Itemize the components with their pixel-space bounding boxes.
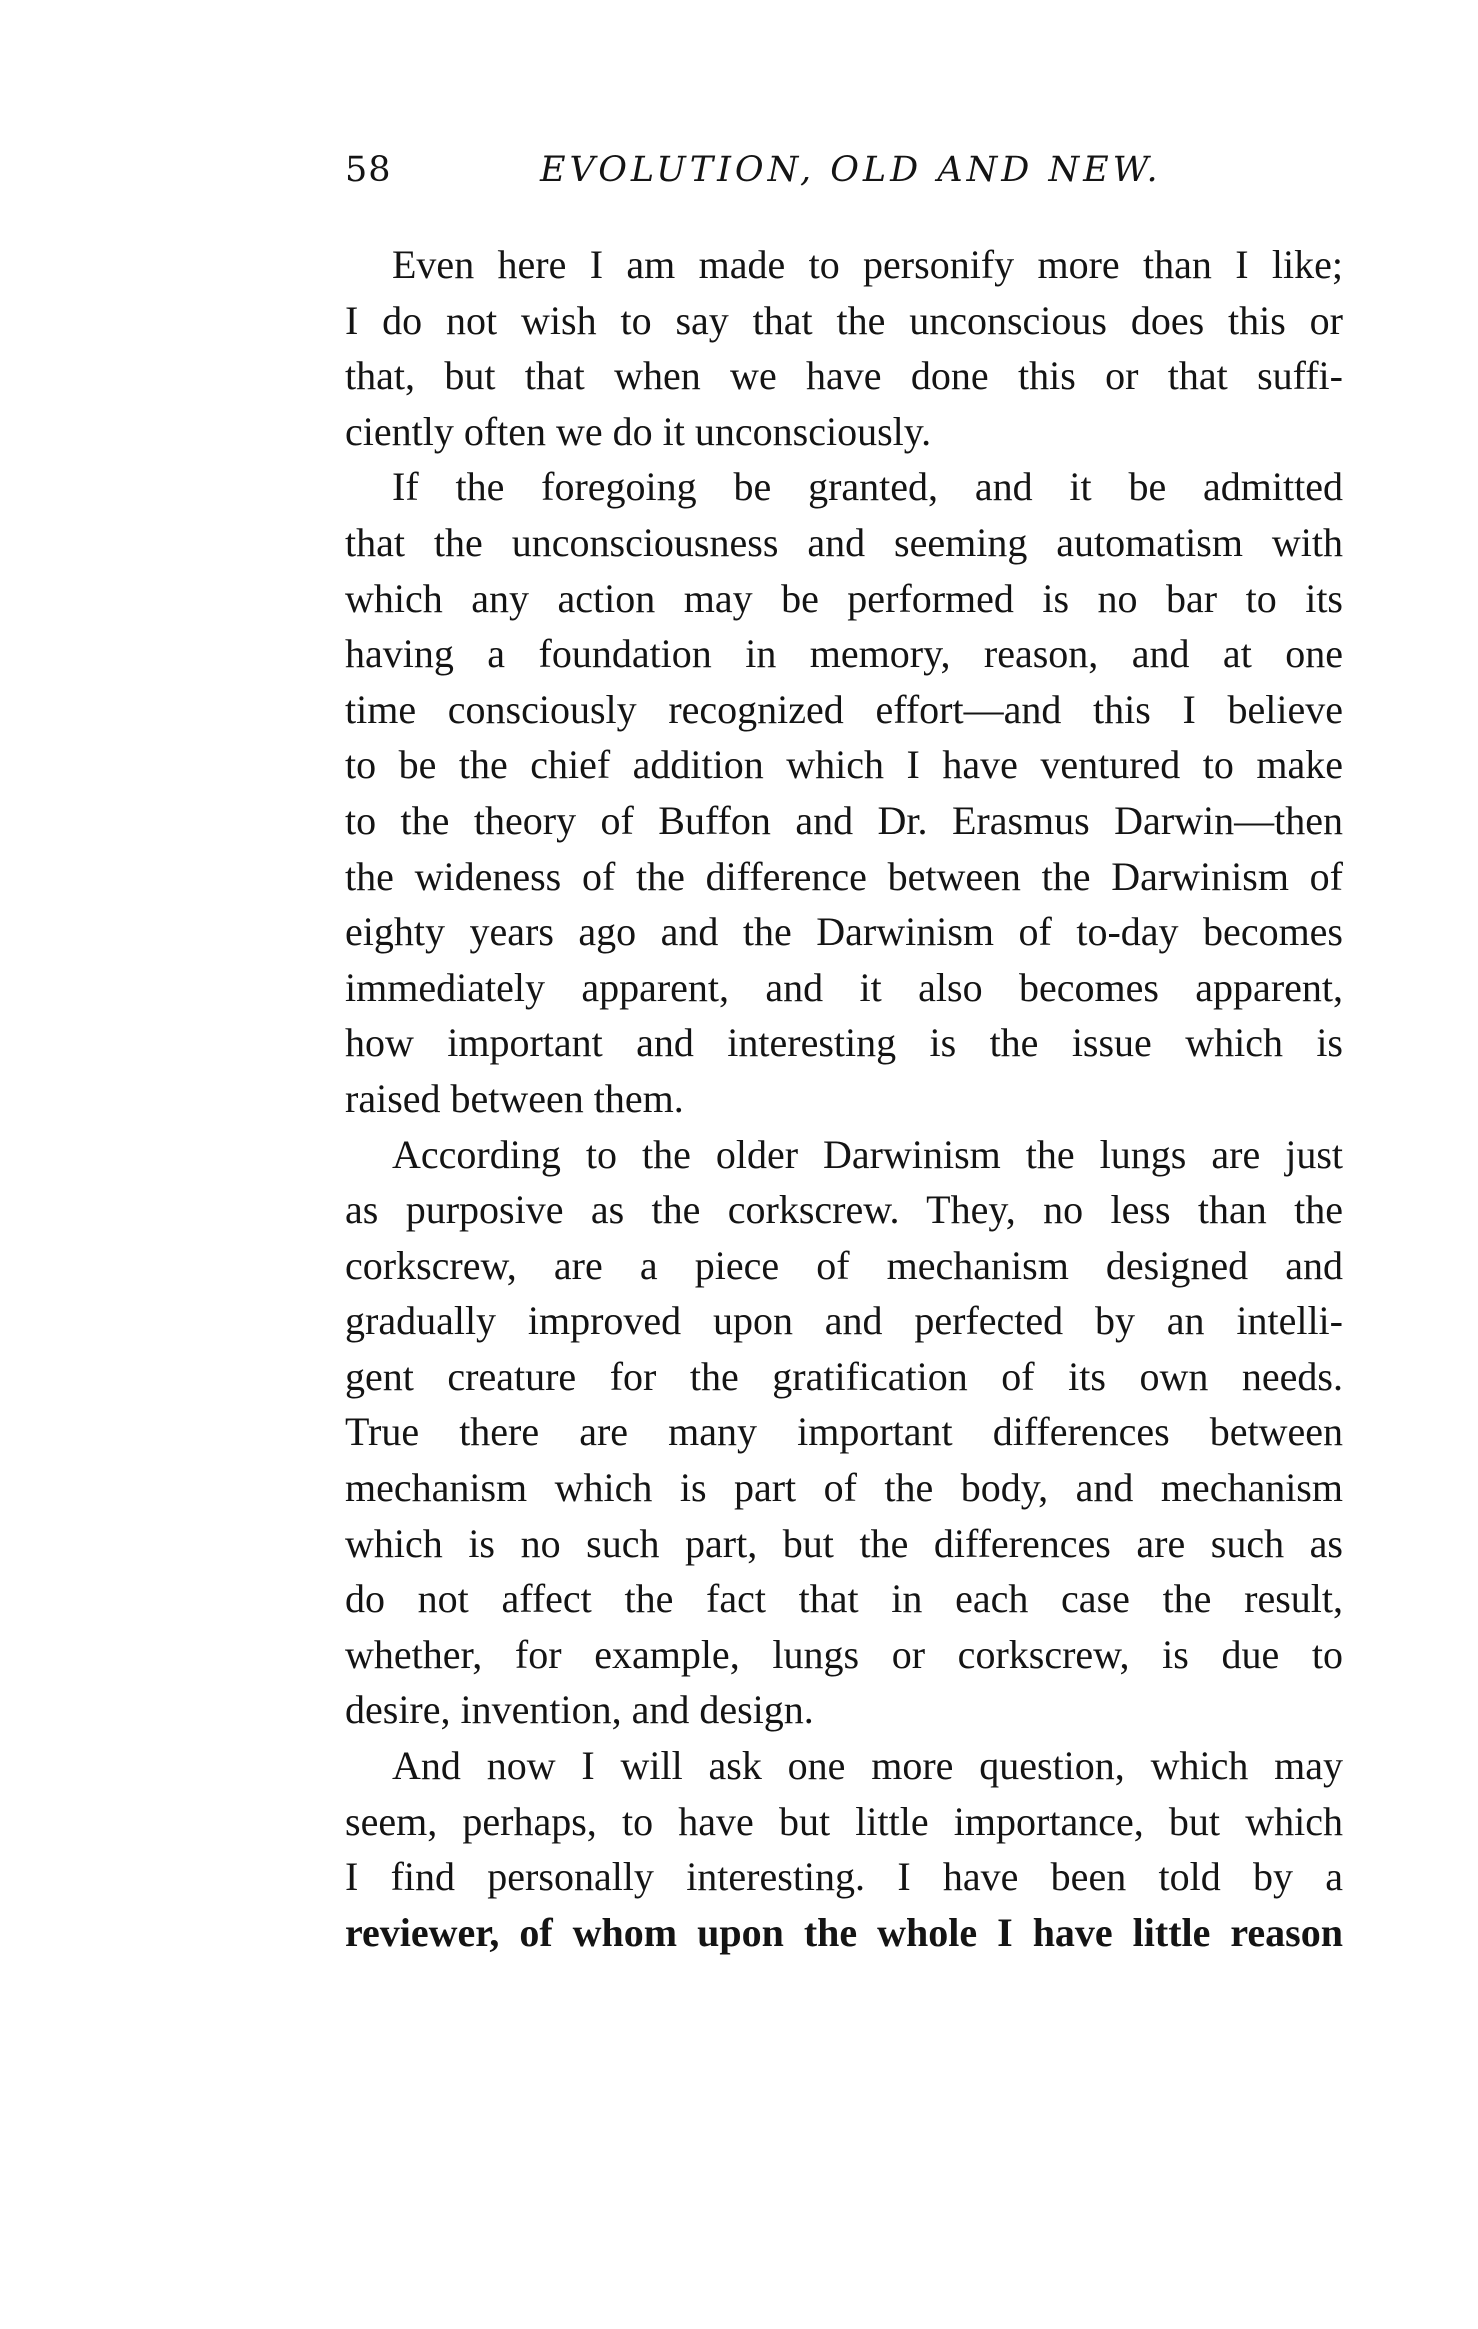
text-line: corkscrew, are a piece of mechanism designed and — [345, 1242, 1343, 1288]
text-line: as purposive as the corkscrew. They, no less than the — [345, 1187, 1343, 1233]
text-line: time consciously recognized effort—and this I believe — [345, 686, 1343, 732]
text-line: raised between them. — [345, 1075, 684, 1121]
text-line: the wideness of the difference between the Darwinism of — [345, 853, 1343, 899]
text-line: True there are many important differences between — [345, 1409, 1343, 1455]
text-line: reviewer, of whom upon the whole I have little reason — [345, 1909, 1343, 1955]
paragraph — [345, 459, 1343, 1126]
text-line: eighty years ago and the Darwinism of to-day becomes — [345, 909, 1343, 955]
text-line: do not affect the fact that in each case the result, — [345, 1576, 1343, 1622]
page-header — [345, 150, 1345, 210]
running-title: EVOLUTION, OLD AND NEW. — [540, 150, 1162, 190]
paragraph — [345, 1127, 1343, 1739]
paragraph — [345, 237, 1343, 459]
text-line: that, but that when we have done this or that suffi- — [345, 353, 1343, 399]
page-number: 58 — [345, 150, 392, 190]
text-line: mechanism which is part of the body, and mechanism — [345, 1465, 1343, 1511]
text-line: whether, for example, lungs or corkscrew, is due to — [345, 1631, 1343, 1677]
text-line: And now I will ask one more question, which may — [392, 1743, 1343, 1789]
text-line: I do not wish to say that the unconscious does this or — [345, 297, 1343, 343]
paragraph — [345, 1738, 1343, 1960]
text-line: According to the older Darwinism the lungs are just — [392, 1131, 1343, 1177]
text-line: that the unconsciousness and seeming automatism with — [345, 519, 1343, 565]
text-line: I find personally interesting. I have been told by a — [345, 1854, 1343, 1900]
text-line: how important and interesting is the issue which is — [345, 1020, 1343, 1066]
text-line: immediately apparent, and it also becomes apparent, — [345, 964, 1343, 1010]
text-line: If the foregoing be granted, and it be admitted — [392, 464, 1343, 510]
text-line: to be the chief addition which I have ventured to make — [345, 742, 1343, 788]
text-line: seem, perhaps, to have but little importance, but which — [345, 1798, 1343, 1844]
text-line: gent creature for the gratification of its own needs. — [345, 1353, 1343, 1399]
text-line: ciently often we do it unconsciously. — [345, 408, 932, 454]
text-line: to the theory of Buffon and Dr. Erasmus Darwin—then — [345, 797, 1343, 843]
text-line: which is no such part, but the differences are such as — [345, 1520, 1343, 1566]
text-line: gradually improved upon and perfected by an intelli- — [345, 1298, 1343, 1344]
text-line: which any action may be performed is no bar to its — [345, 575, 1343, 621]
text-line: having a foundation in memory, reason, and at one — [345, 631, 1343, 677]
body-text — [345, 237, 1343, 1960]
text-line: Even here I am made to personify more than I like; — [392, 242, 1343, 287]
text-line: desire, invention, and design. — [345, 1687, 814, 1733]
